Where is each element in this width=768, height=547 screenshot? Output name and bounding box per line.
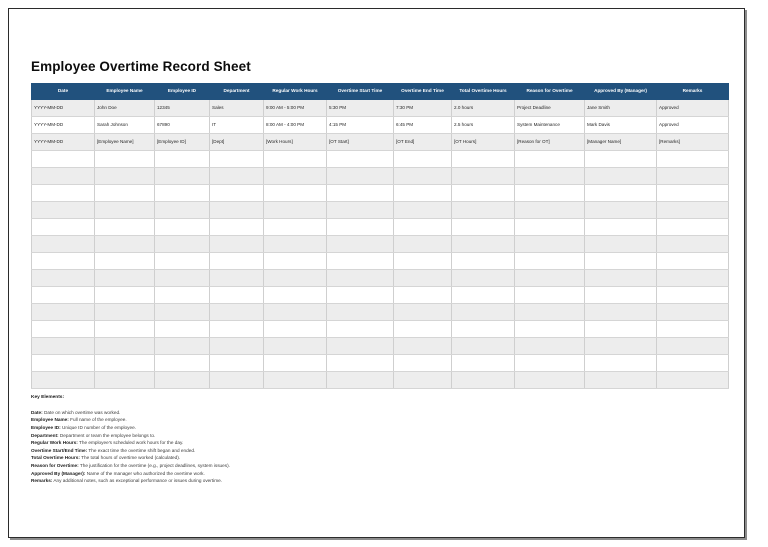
table-cell[interactable] — [32, 287, 95, 304]
table-cell[interactable] — [95, 270, 155, 287]
key-elements-list — [31, 409, 671, 485]
table-cell[interactable] — [210, 253, 264, 270]
table-cell[interactable]: YYYY-MM-DD — [32, 134, 95, 151]
table-cell[interactable] — [394, 372, 452, 389]
table-cell[interactable] — [210, 287, 264, 304]
table-cell[interactable] — [264, 355, 327, 372]
table-cell[interactable] — [327, 338, 394, 355]
table-cell[interactable] — [657, 372, 729, 389]
table-row — [32, 253, 729, 270]
table-cell[interactable] — [95, 236, 155, 253]
table-cell[interactable] — [394, 202, 452, 219]
table-cell[interactable] — [32, 185, 95, 202]
table-cell[interactable] — [657, 185, 729, 202]
table-cell[interactable]: 2.0 hours — [452, 100, 515, 117]
table-cell[interactable] — [155, 236, 210, 253]
table-cell[interactable] — [210, 270, 264, 287]
table-cell[interactable] — [585, 372, 657, 389]
table-cell[interactable] — [327, 304, 394, 321]
table-cell[interactable] — [452, 202, 515, 219]
table-cell[interactable] — [155, 372, 210, 389]
table-cell[interactable] — [394, 168, 452, 185]
table-cell[interactable] — [515, 185, 585, 202]
table-cell[interactable] — [32, 321, 95, 338]
table-cell[interactable] — [452, 168, 515, 185]
table-cell[interactable] — [657, 219, 729, 236]
table-cell[interactable] — [585, 287, 657, 304]
key-elements-heading: Key Elements: — [31, 395, 65, 400]
key-element-term: Employee Name: — [31, 417, 69, 423]
page-title: Employee Overtime Record Sheet — [31, 59, 251, 74]
table-cell[interactable] — [32, 151, 95, 168]
table-cell[interactable]: 8:00 AM - 4:00 PM — [264, 117, 327, 134]
table-cell[interactable]: YYYY-MM-DD — [32, 117, 95, 134]
table-cell[interactable] — [327, 185, 394, 202]
table-cell[interactable] — [452, 253, 515, 270]
table-cell[interactable] — [95, 168, 155, 185]
table-cell[interactable] — [394, 287, 452, 304]
table-cell[interactable] — [515, 151, 585, 168]
key-element-description: Full name of the employee. — [70, 417, 127, 423]
table-cell[interactable] — [32, 338, 95, 355]
table-cell[interactable] — [95, 338, 155, 355]
table-cell[interactable] — [394, 185, 452, 202]
table-cell[interactable] — [452, 304, 515, 321]
table-cell[interactable] — [32, 202, 95, 219]
table-cell[interactable] — [264, 321, 327, 338]
column-header[interactable]: Employee Name — [95, 84, 155, 100]
column-header[interactable]: Overtime End Time — [394, 84, 452, 100]
table-cell[interactable] — [32, 236, 95, 253]
table-cell[interactable] — [264, 219, 327, 236]
key-element-term: Remarks: — [31, 478, 53, 484]
table-cell[interactable] — [327, 270, 394, 287]
table-cell[interactable] — [32, 355, 95, 372]
table-cell[interactable] — [585, 202, 657, 219]
table-cell[interactable] — [95, 304, 155, 321]
column-header[interactable]: Total Overtime Hours — [452, 84, 515, 100]
key-element-item — [31, 409, 671, 417]
key-element-term: Reason for Overtime: — [31, 463, 79, 469]
table-cell[interactable]: Sales — [210, 100, 264, 117]
table-cell[interactable] — [155, 355, 210, 372]
column-header[interactable]: Remarks — [657, 84, 729, 100]
column-header[interactable]: Regular Work Hours — [264, 84, 327, 100]
table-cell[interactable] — [452, 321, 515, 338]
table-cell[interactable] — [210, 202, 264, 219]
key-element-description: The exact time the overtime shift began and ended. — [88, 447, 196, 453]
table-cell[interactable] — [32, 304, 95, 321]
key-element-term: Overtime Start/End Time: — [31, 447, 88, 453]
table-cell[interactable] — [155, 338, 210, 355]
table-cell[interactable] — [657, 202, 729, 219]
table-cell[interactable] — [515, 321, 585, 338]
document-page — [8, 8, 745, 538]
table-cell[interactable]: Approved — [657, 117, 729, 134]
table-cell[interactable] — [394, 253, 452, 270]
table-cell[interactable] — [264, 304, 327, 321]
table-cell[interactable] — [210, 372, 264, 389]
table-cell[interactable] — [95, 151, 155, 168]
table-cell[interactable] — [657, 338, 729, 355]
table-cell[interactable] — [95, 253, 155, 270]
table-cell[interactable] — [657, 304, 729, 321]
table-cell[interactable] — [95, 372, 155, 389]
table-cell[interactable] — [264, 168, 327, 185]
table-cell[interactable]: [OT Start] — [327, 134, 394, 151]
table-cell[interactable] — [32, 372, 95, 389]
key-element-term: Approved By (Manager): — [31, 470, 86, 476]
key-element-description: The employee's scheduled work hours for the day. — [79, 440, 184, 446]
table-cell[interactable] — [264, 287, 327, 304]
table-cell[interactable] — [264, 270, 327, 287]
key-element-description: The total hours of overtime worked (calculated). — [81, 455, 181, 461]
table-header — [32, 84, 729, 100]
table-cell[interactable] — [210, 151, 264, 168]
table-cell[interactable] — [95, 202, 155, 219]
table-cell[interactable] — [32, 219, 95, 236]
table-cell[interactable] — [657, 287, 729, 304]
table-cell[interactable] — [585, 219, 657, 236]
table-cell[interactable] — [95, 321, 155, 338]
table-cell[interactable]: [Reason for OT] — [515, 134, 585, 151]
key-element-item — [31, 462, 671, 470]
table-cell[interactable] — [585, 151, 657, 168]
table-cell[interactable]: 4:15 PM — [327, 117, 394, 134]
table-cell[interactable] — [452, 270, 515, 287]
table-cell[interactable] — [327, 168, 394, 185]
overtime-table-container — [31, 83, 728, 389]
table-cell[interactable]: IT — [210, 117, 264, 134]
table-cell[interactable] — [515, 355, 585, 372]
table-cell[interactable]: [Dept] — [210, 134, 264, 151]
table-cell[interactable]: Sarah Johnson — [95, 117, 155, 134]
table-cell[interactable]: 7:30 PM — [394, 100, 452, 117]
table-row — [32, 287, 729, 304]
table-cell[interactable]: System Maintenance — [515, 117, 585, 134]
table-cell[interactable]: [Remarks] — [657, 134, 729, 151]
table-row — [32, 355, 729, 372]
table-cell[interactable] — [452, 185, 515, 202]
table-cell[interactable] — [155, 219, 210, 236]
table-cell[interactable]: Mark Davis — [585, 117, 657, 134]
table-cell[interactable] — [657, 270, 729, 287]
table-cell[interactable] — [657, 236, 729, 253]
table-cell[interactable] — [585, 253, 657, 270]
table-cell[interactable] — [394, 355, 452, 372]
table-cell[interactable] — [585, 304, 657, 321]
table-cell[interactable] — [264, 253, 327, 270]
key-element-item — [31, 424, 671, 432]
table-cell[interactable] — [452, 219, 515, 236]
table-cell[interactable]: Jane Smith — [585, 100, 657, 117]
key-elements-section — [31, 394, 671, 485]
table-cell[interactable] — [155, 151, 210, 168]
key-element-term: Regular Work Hours: — [31, 440, 78, 446]
overtime-record-table — [31, 83, 729, 389]
table-cell[interactable] — [327, 253, 394, 270]
table-cell[interactable]: Approved — [657, 100, 729, 117]
table-cell[interactable]: 12345 — [155, 100, 210, 117]
table-cell[interactable] — [95, 355, 155, 372]
table-cell[interactable] — [327, 321, 394, 338]
table-cell[interactable] — [32, 270, 95, 287]
table-body — [32, 100, 729, 389]
table-row — [32, 202, 729, 219]
key-element-item — [31, 416, 671, 424]
table-cell[interactable] — [657, 253, 729, 270]
table-cell[interactable] — [155, 270, 210, 287]
table-cell[interactable] — [394, 219, 452, 236]
key-element-item — [31, 477, 671, 485]
table-cell[interactable] — [657, 168, 729, 185]
table-cell[interactable]: 2.5 hours — [452, 117, 515, 134]
table-cell[interactable] — [585, 236, 657, 253]
table-cell[interactable] — [210, 168, 264, 185]
table-cell[interactable]: [Employee Name] — [95, 134, 155, 151]
table-cell[interactable] — [452, 355, 515, 372]
key-element-description: Unique ID number of the employee. — [62, 424, 137, 430]
table-cell[interactable] — [155, 202, 210, 219]
table-cell[interactable] — [155, 321, 210, 338]
table-cell[interactable] — [155, 287, 210, 304]
table-cell[interactable] — [515, 168, 585, 185]
table-cell[interactable]: [OT End] — [394, 134, 452, 151]
key-element-item — [31, 432, 671, 440]
table-cell[interactable] — [327, 202, 394, 219]
table-cell[interactable] — [657, 321, 729, 338]
table-cell[interactable] — [515, 338, 585, 355]
table-row — [32, 151, 729, 168]
table-cell[interactable]: John Doe — [95, 100, 155, 117]
table-cell[interactable]: 5:30 PM — [327, 100, 394, 117]
table-cell[interactable] — [394, 338, 452, 355]
table-cell[interactable] — [264, 202, 327, 219]
table-cell[interactable] — [515, 372, 585, 389]
table-cell[interactable] — [394, 321, 452, 338]
key-element-item — [31, 439, 671, 447]
table-row — [32, 100, 729, 117]
column-header[interactable]: Overtime Start Time — [327, 84, 394, 100]
table-cell[interactable]: 6:45 PM — [394, 117, 452, 134]
table-cell[interactable] — [515, 304, 585, 321]
table-cell[interactable] — [394, 304, 452, 321]
key-element-description: Name of the manager who authorized the overtime work. — [86, 470, 205, 476]
table-cell[interactable] — [95, 287, 155, 304]
table-cell[interactable] — [394, 151, 452, 168]
table-row — [32, 134, 729, 151]
table-header-row — [32, 84, 729, 100]
table-cell[interactable]: 9:00 AM - 5:00 PM — [264, 100, 327, 117]
table-row — [32, 372, 729, 389]
table-cell[interactable] — [585, 355, 657, 372]
table-cell[interactable] — [155, 253, 210, 270]
table-cell[interactable] — [264, 338, 327, 355]
table-cell[interactable] — [32, 253, 95, 270]
table-cell[interactable] — [515, 270, 585, 287]
table-cell[interactable] — [657, 355, 729, 372]
table-cell[interactable] — [210, 219, 264, 236]
key-element-description: Date on which overtime was worked. — [44, 409, 121, 415]
table-cell[interactable] — [210, 321, 264, 338]
table-cell[interactable] — [515, 202, 585, 219]
table-cell[interactable] — [515, 219, 585, 236]
table-cell[interactable] — [327, 355, 394, 372]
table-cell[interactable] — [515, 253, 585, 270]
table-cell[interactable] — [327, 287, 394, 304]
table-row — [32, 236, 729, 253]
table-cell[interactable] — [585, 321, 657, 338]
table-cell[interactable]: [OT Hours] — [452, 134, 515, 151]
table-cell[interactable] — [155, 185, 210, 202]
key-element-term: Total Overtime Hours: — [31, 455, 80, 461]
table-row — [32, 338, 729, 355]
table-cell[interactable] — [95, 219, 155, 236]
table-cell[interactable]: YYYY-MM-DD — [32, 100, 95, 117]
table-cell[interactable] — [515, 236, 585, 253]
key-element-description: Department or team the employee belongs to. — [59, 432, 156, 438]
table-cell[interactable] — [327, 219, 394, 236]
table-cell[interactable]: [Manager Name] — [585, 134, 657, 151]
table-cell[interactable]: [Employee ID] — [155, 134, 210, 151]
table-row — [32, 321, 729, 338]
table-row — [32, 185, 729, 202]
key-element-term: Department: — [31, 432, 59, 438]
table-cell[interactable]: [Work Hours] — [264, 134, 327, 151]
key-element-description: Any additional notes, such as exceptional performance or issues during overtime. — [53, 478, 223, 484]
table-cell[interactable] — [585, 168, 657, 185]
table-cell[interactable] — [394, 236, 452, 253]
table-cell[interactable] — [264, 372, 327, 389]
table-cell[interactable] — [32, 168, 95, 185]
table-cell[interactable] — [210, 185, 264, 202]
table-cell[interactable] — [657, 151, 729, 168]
table-cell[interactable] — [210, 355, 264, 372]
column-header[interactable]: Employee ID — [155, 84, 210, 100]
table-cell[interactable] — [585, 270, 657, 287]
key-element-term: Date: — [31, 409, 43, 415]
table-cell[interactable] — [452, 151, 515, 168]
table-cell[interactable] — [585, 185, 657, 202]
table-cell[interactable] — [452, 236, 515, 253]
table-cell[interactable] — [210, 236, 264, 253]
table-cell[interactable] — [394, 270, 452, 287]
table-cell[interactable] — [210, 338, 264, 355]
key-element-term: Employee ID: — [31, 424, 61, 430]
table-cell[interactable] — [452, 338, 515, 355]
table-row — [32, 270, 729, 287]
table-cell[interactable] — [327, 151, 394, 168]
table-cell[interactable] — [264, 185, 327, 202]
table-row — [32, 168, 729, 185]
table-cell[interactable]: 67890 — [155, 117, 210, 134]
table-cell[interactable] — [515, 287, 585, 304]
table-cell[interactable] — [155, 168, 210, 185]
column-header[interactable]: Reason for Overtime — [515, 84, 585, 100]
table-row — [32, 219, 729, 236]
column-header[interactable]: Approved By (Manager) — [585, 84, 657, 100]
table-cell[interactable] — [155, 304, 210, 321]
column-header[interactable]: Department — [210, 84, 264, 100]
table-cell[interactable] — [452, 372, 515, 389]
table-row — [32, 117, 729, 134]
table-cell[interactable]: Project Deadline — [515, 100, 585, 117]
table-cell[interactable] — [585, 338, 657, 355]
table-cell[interactable] — [95, 185, 155, 202]
table-row — [32, 304, 729, 321]
key-element-description: The justification for the overtime (e.g., project deadlines, system issues). — [79, 463, 230, 469]
table-cell[interactable] — [210, 304, 264, 321]
column-header[interactable]: Date — [32, 84, 95, 100]
key-element-item — [31, 454, 671, 462]
table-cell[interactable] — [452, 287, 515, 304]
key-element-item — [31, 447, 671, 455]
table-cell[interactable] — [327, 372, 394, 389]
table-cell[interactable] — [264, 236, 327, 253]
key-element-item — [31, 470, 671, 478]
table-cell[interactable] — [264, 151, 327, 168]
table-cell[interactable] — [327, 236, 394, 253]
